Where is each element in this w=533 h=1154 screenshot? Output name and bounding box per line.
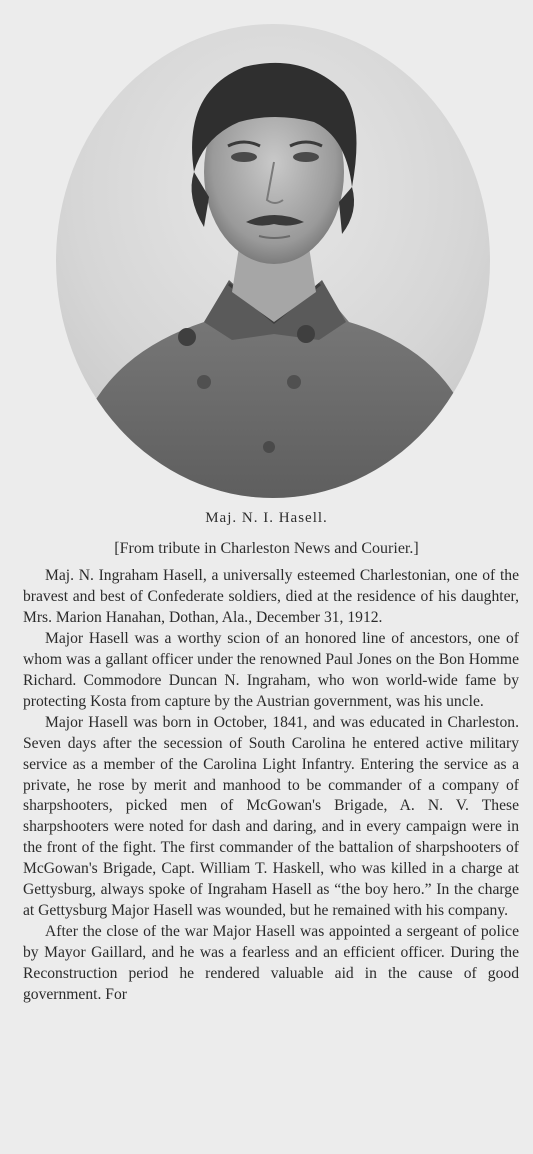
paragraph: Major Hasell was a worthy scion of an honored line of ancestors, one of whom was a gallant officer under the renowned Paul Jones on the Bon Homme Richard. Commodore Duncan N. Ingraham, who won world-wide fame by protecting Kosta from capture by the Austrian government, was his uncle. xyxy=(23,629,519,710)
portrait-photo xyxy=(54,22,492,500)
article-body xyxy=(23,566,519,1006)
paragraph: After the close of the war Major Hasell was appointed a sergeant of police by Mayor Gaillard, and he was a fearless and an efficient officer. During the Reconstruction period he rendered valuable aid in the cause of good government. For xyxy=(23,923,519,1004)
paragraph: Maj. N. Ingraham Hasell, a universally esteemed Charlestonian, one of the bravest and best of Confederate soldiers, died at the residence of his daughter, Mrs. Marion Hanahan, Dothan, Ala., December 31, 1912. xyxy=(23,567,519,626)
source-note: [From tribute in Charleston News and Courier.] xyxy=(114,540,419,557)
paragraph: Major Hasell was born in October, 1841, and was educated in Charleston. Seven days after the secession of South Carolina he entered active military service as a member of the Carolina Light Infantry. Entering the service as a private, he rose by merit and manhood to be commander of a company of sharpshooters, picked men of McGowan's Brigade, A. N. V. These sharpshooters were noted for dash and daring, and in every campaign were in the front of the fight. The first commander of the battalion of sharpshooters of McGowan's Brigade, Capt. William T. Haskell, who was killed in a charge at Gettysburg, always spoke of Ingraham Hasell as “the boy hero.” In the charge at Gettysburg Major Hasell was wounded, but he remained with his company. xyxy=(23,713,519,920)
photo-caption: Maj. N. I. Hasell. xyxy=(205,510,328,526)
